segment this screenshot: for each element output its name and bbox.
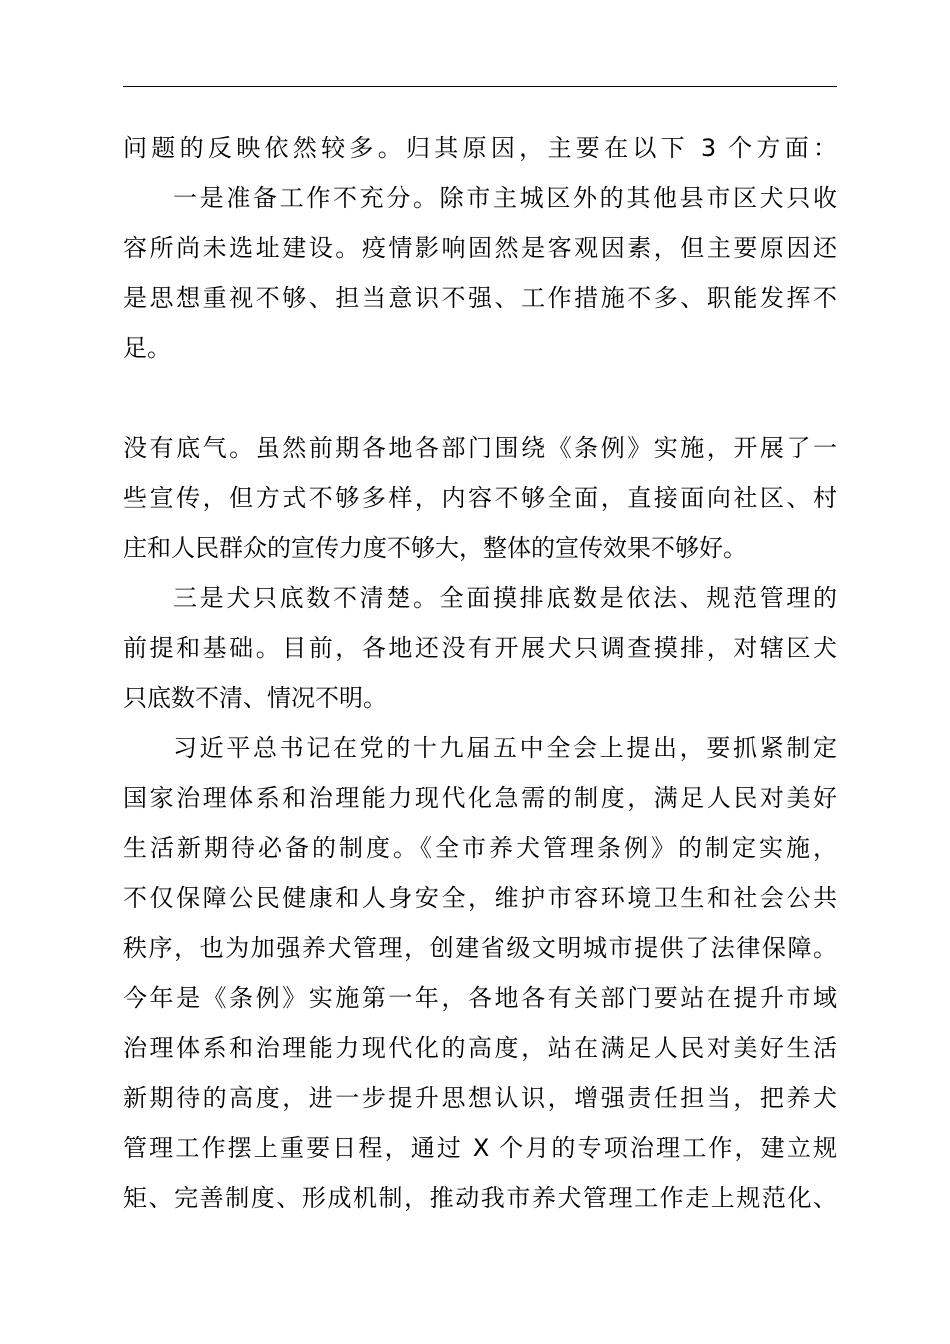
text-line: 管理工作摆上重要日程，通过 X 个月的专项治理工作，建立规	[123, 1134, 837, 1162]
text-line: 没有底气。虽然前期各地各部门围绕《条例》实施，开展了一	[123, 434, 837, 462]
header-rule	[123, 86, 837, 87]
text-line: 容所尚未选址建设。疫情影响固然是客观因素，但主要原因还	[123, 234, 837, 262]
paragraph-first-line: 习近平总书记在党的十九届五中全会上提出，要抓紧制定	[173, 734, 837, 762]
text-line: 今年是《条例》实施第一年，各地各有关部门要站在提升市域	[123, 984, 837, 1012]
text-line: 国家治理体系和治理能力现代化急需的制度，满足人民对美好	[123, 784, 837, 812]
text-line: 不仅保障公民健康和人身安全，维护市容环境卫生和社会公共	[123, 884, 837, 912]
text-line: 是思想重视不够、担当意识不强、工作措施不多、职能发挥不	[123, 284, 837, 312]
text-line: 秩序，也为加强养犬管理，创建省级文明城市提供了法律保障。	[123, 934, 837, 962]
text-line: 足。	[123, 334, 171, 362]
paragraph-first-line: 三是犬只底数不清楚。全面摸排底数是依法、规范管理的	[173, 584, 837, 612]
paragraph-first-line: 一是准备工作不充分。除市主城区外的其他县市区犬只收	[173, 184, 837, 212]
missing-glyph-line	[123, 373, 837, 423]
text-line: 矩、完善制度、形成机制，推动我市养犬管理工作走上规范化、	[123, 1184, 837, 1212]
text-line: 新期待的高度，进一步提升思想认识，增强责任担当，把养犬	[123, 1084, 837, 1112]
text-line: 只底数不清、情况不明。	[123, 684, 387, 712]
text-line: 前提和基础。目前，各地还没有开展犬只调查摸排，对辖区犬	[123, 634, 837, 662]
text-line: 治理体系和治理能力现代化的高度，站在满足人民对美好生活	[123, 1034, 837, 1062]
text-line: 庄和人民群众的宣传力度不够大，整体的宣传效果不够好。	[123, 534, 747, 562]
text-line: 问题的反映依然较多。归其原因，主要在以下 3 个方面：	[123, 134, 837, 162]
text-line: 些宣传，但方式不够多样，内容不够全面，直接面向社区、村	[123, 484, 837, 512]
document-body	[123, 123, 837, 1223]
text-line: 生活新期待必备的制度。《全市养犬管理条例》的制定实施，	[123, 834, 837, 862]
